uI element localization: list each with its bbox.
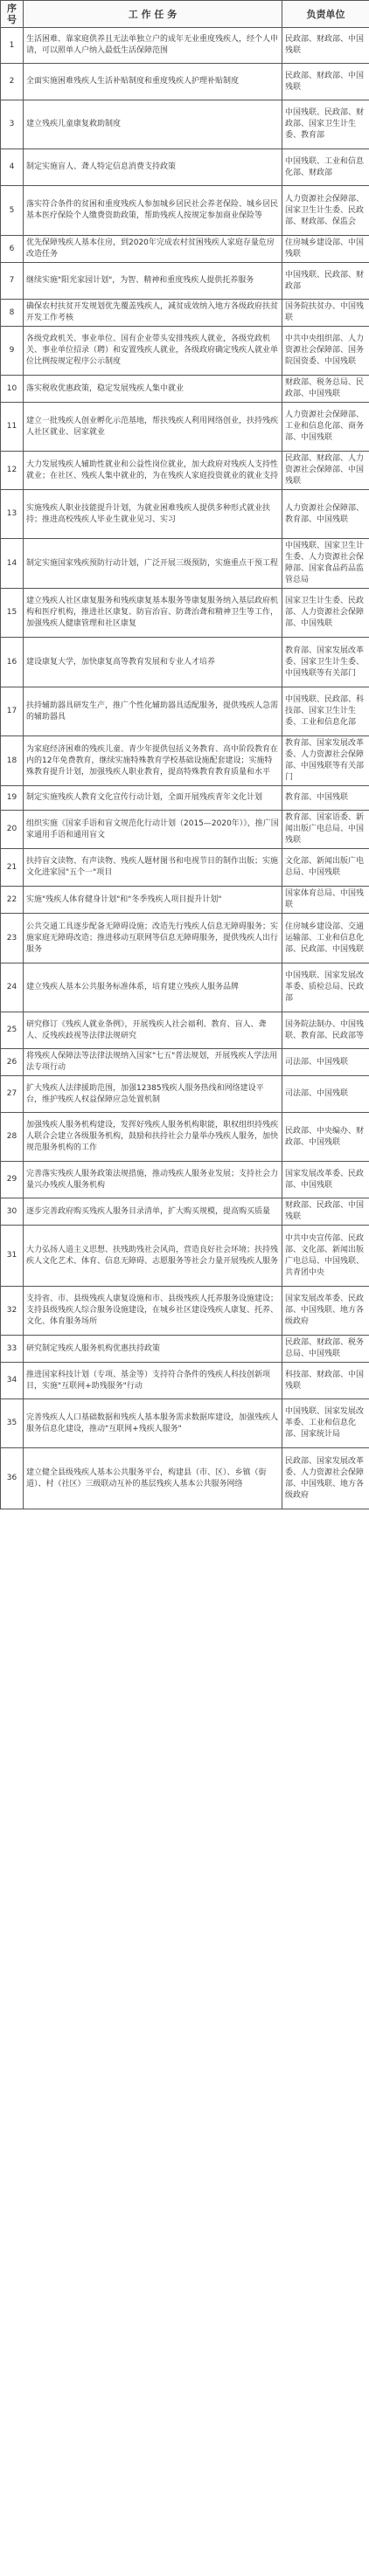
row-number: 3 bbox=[1, 100, 24, 149]
unit-cell: 中共中央宣传部、民政部、文化部、新闻出版广电总局、中国残联、共青团中央 bbox=[282, 1226, 369, 1287]
row-number: 27 bbox=[1, 1076, 24, 1113]
task-cell: 逐步完善政府购买残疾人服务目录清单，扩大购买规模，提高购买质量 bbox=[24, 1198, 282, 1226]
row-number: 32 bbox=[1, 1287, 24, 1336]
table-row bbox=[1, 327, 369, 376]
table-row bbox=[1, 811, 369, 849]
row-number: 34 bbox=[1, 1363, 24, 1399]
task-cell: 优先保障残疾人基本住房，到2020年完成农村贫困残疾人家庭存量危房改造任务 bbox=[24, 236, 282, 263]
task-cell: 加强残疾人服务机构建设，发挥好残疾人服务机构职能，职权组织持残疾人联合会建立各级服务机构，鼓励和扶持社会力量举办残疾人服务，加快规范服务机构的工作 bbox=[24, 1113, 282, 1162]
row-number: 35 bbox=[1, 1399, 24, 1448]
task-cell: 大力发展残疾人辅助性就业和公益性岗位就业，加大政府对残疾人支持性就业；在社区、残疾人集中就业的，为在残疾人家庭投资就业的就业支持 bbox=[24, 452, 282, 490]
row-number: 33 bbox=[1, 1336, 24, 1363]
table-row bbox=[1, 100, 369, 149]
table-row bbox=[1, 1287, 369, 1336]
table-row bbox=[1, 589, 369, 638]
table-header-row bbox=[1, 1, 369, 28]
table-row bbox=[1, 849, 369, 887]
unit-cell: 民政部、中央编办、财政部、中国残联 bbox=[282, 1113, 369, 1162]
task-cell: 继续实施"阳光家园计划"，为智、精神和重度残疾人提供托养服务 bbox=[24, 263, 282, 300]
table-row bbox=[1, 638, 369, 687]
table-row bbox=[1, 403, 369, 452]
unit-cell: 财政部、民政部、中国残联 bbox=[282, 1198, 369, 1226]
task-cell: 完善残疾人人口基础数据和残疾人基本服务需求数据库建设，加强残疾人服务信息化建设，推动"互联网+残疾人服务" bbox=[24, 1399, 282, 1448]
unit-cell: 教育部、国家发展改革委、人力资源社会保障部、中国残联等有关部门 bbox=[282, 736, 369, 786]
task-cell: 全面实施困难残疾人生活补贴制度和重度残疾人护理补贴制度 bbox=[24, 64, 282, 100]
row-number: 20 bbox=[1, 811, 24, 849]
task-cell: 扶持辅助器具研发生产，推广个性化辅助器具适配服务，提供残疾人急需的辅助器具 bbox=[24, 687, 282, 736]
row-number: 10 bbox=[1, 376, 24, 403]
table-row bbox=[1, 1363, 369, 1399]
table-row bbox=[1, 887, 369, 914]
unit-cell: 财政部、税务总局、民政部、中国残联 bbox=[282, 376, 369, 403]
unit-cell: 国家卫生计生委、民政部、人力资源社会保障部、中国残联 bbox=[282, 589, 369, 638]
task-cell: 推进国家科技计划（专项、基金等）支持符合条件的残疾人科技创新项目，实施"互联网+助残服务"行动 bbox=[24, 1363, 282, 1399]
table-row bbox=[1, 28, 369, 64]
unit-cell: 司法部、中国残联 bbox=[282, 1076, 369, 1113]
table-row bbox=[1, 452, 369, 490]
row-number: 28 bbox=[1, 1113, 24, 1162]
task-cell: 组织实施《国家手语和盲文规范化行动计划（2015—2020年）》，推广国家通用手语和通用盲文 bbox=[24, 811, 282, 849]
table-row bbox=[1, 149, 369, 186]
task-cell: 扩大残疾人法律援助范围，加强12385残疾人服务热线和网络建设平台，维护残疾人权益保障应急处置机制 bbox=[24, 1076, 282, 1113]
table-row bbox=[1, 1012, 369, 1049]
row-number: 12 bbox=[1, 452, 24, 490]
unit-cell: 教育部、中国残联 bbox=[282, 786, 369, 811]
task-cell: 制定实施残疾人教育文化宣传行动计划，全面开展残疾青年文化计划 bbox=[24, 786, 282, 811]
task-cell: 建立残疾人基本公共服务标准体系，培育建立残疾人服务品牌 bbox=[24, 963, 282, 1012]
task-cell: 建设康复大学，加快康复高等教育发展和专业人才培养 bbox=[24, 638, 282, 687]
row-number: 23 bbox=[1, 914, 24, 963]
task-cell: 制定实施国家残疾预防行动计划，广泛开展三级预防，实施重点干预工程 bbox=[24, 539, 282, 589]
task-cell: 落实符合条件的贫困和重度残疾人参加城乡居民社会养老保险、城乡居民基本医疗保险个人缴费资助政策，帮助残疾人按规定参加商业保险等 bbox=[24, 186, 282, 236]
task-cell: 各级党政机关、事业单位、国有企业带头安排残疾人就业，各级党政机关、事业单位招录（聘）和安置残疾人就业，各级政府确定残疾人就业单位比例按规定程序公示制度 bbox=[24, 327, 282, 376]
table-row bbox=[1, 687, 369, 736]
table-row bbox=[1, 1336, 369, 1363]
row-number: 2 bbox=[1, 64, 24, 100]
row-number: 1 bbox=[1, 28, 24, 64]
row-number: 36 bbox=[1, 1448, 24, 1509]
table-row bbox=[1, 1198, 369, 1226]
row-number: 29 bbox=[1, 1162, 24, 1198]
row-number: 19 bbox=[1, 786, 24, 811]
unit-cell: 人力资源社会保障部、教育部、中国残联 bbox=[282, 490, 369, 539]
table-row bbox=[1, 300, 369, 327]
task-cell: 生活困难、靠家庭供养且无法单独立户的成年无业重度残疾人，经个人申请，可以照单人户纳入最低生活保障范围 bbox=[24, 28, 282, 64]
table-row bbox=[1, 786, 369, 811]
unit-cell: 国家体育总局、中国残联 bbox=[282, 887, 369, 914]
header-unit: 负责单位 bbox=[282, 1, 369, 28]
unit-cell: 人力资源社会保障部、国家卫生计生委、民政部、财政部、保监会 bbox=[282, 186, 369, 236]
unit-cell: 民政部、财政部、中国残联 bbox=[282, 28, 369, 64]
table-row bbox=[1, 914, 369, 963]
task-cell: 落实税收优惠政策，稳定发展残疾人集中就业 bbox=[24, 376, 282, 403]
unit-cell: 中共中央组织部、人力资源社会保障部、国务院国资委、中国残联 bbox=[282, 327, 369, 376]
row-number: 14 bbox=[1, 539, 24, 589]
unit-cell: 教育部、国家发展改革委、国家卫生计生委、中国残联等有关部门 bbox=[282, 638, 369, 687]
task-cell: 公共交通工具逐步配备无障碍设施；改造先行残疾人信息无障碍服务；实施家庭无障碍改造；推进移动互联网等信息无障碍服务，提供残疾人出行服务 bbox=[24, 914, 282, 963]
table-row bbox=[1, 1076, 369, 1113]
row-number: 13 bbox=[1, 490, 24, 539]
task-cell: 大力弘扬人道主义思想、扶残助残社会风尚，营造良好社会环境；扶持残疾人文化艺术、体育、信息无障碍、志愿服务等社会力量开展残疾人服务 bbox=[24, 1226, 282, 1287]
unit-cell: 教育部、国家语委、新闻出版广电总局、中国残联 bbox=[282, 811, 369, 849]
table-row bbox=[1, 64, 369, 100]
unit-cell: 中国残联、民政部、财政部 bbox=[282, 263, 369, 300]
unit-cell: 民政部、财政部、人力资源社会保障部、中国残联 bbox=[282, 452, 369, 490]
unit-cell: 中国残联、工业和信息化部、财政部 bbox=[282, 149, 369, 186]
row-number: 4 bbox=[1, 149, 24, 186]
row-number: 15 bbox=[1, 589, 24, 638]
unit-cell: 文化部、新闻出版广电总局、中国残联 bbox=[282, 849, 369, 887]
row-number: 11 bbox=[1, 403, 24, 452]
row-number: 25 bbox=[1, 1012, 24, 1049]
row-number: 6 bbox=[1, 236, 24, 263]
unit-cell: 中国残联、民政部、财政部、国家卫生计生委、教育部 bbox=[282, 100, 369, 149]
table-row bbox=[1, 1448, 369, 1509]
task-cell: 将残疾人保障法等法律法规纳入国家"七五"普法规划，开展残疾人学法用法专项行动 bbox=[24, 1049, 282, 1076]
row-number: 7 bbox=[1, 263, 24, 300]
task-cell: 建立一批残疾人创业孵化示范基地，帮扶残疾人利用网络创业，扶持残疾人社区就业、居家就业 bbox=[24, 403, 282, 452]
unit-cell: 国家发展改革委、民政部、中国残联、地方各级政府 bbox=[282, 1287, 369, 1336]
task-cell: 建立残疾人社区康复服务和残疾康复基本服务等康复服务纳入基层政府机构和医疗机构，推进社区康复、防盲治盲、防聋治聋和精神卫生等工作，加强残疾人健康管理和社区康复 bbox=[24, 589, 282, 638]
task-cell: 研究制定残疾人服务机构优惠扶持政策 bbox=[24, 1336, 282, 1363]
task-cell: 支持省、市、县级残疾人康复设施和市、县级残疾人托养服务设施建设；支持县级残疾人综合服务设施建设，在城乡社区建设残疾人康复、托养、文化、体育服务场所 bbox=[24, 1287, 282, 1336]
unit-cell: 民政部、财政部、中国残联 bbox=[282, 64, 369, 100]
task-cell: 实施残疾人职业技能提升计划，为就业困难残疾人提供多种形式就业扶持；推进高校残疾人毕业生就业见习、实习 bbox=[24, 490, 282, 539]
row-number: 17 bbox=[1, 687, 24, 736]
task-cell: 研究修订《残疾人就业条例》，开展残疾人社会福利、教育、盲人、聋人、反残疾歧视等法律法规研究 bbox=[24, 1012, 282, 1049]
row-number: 30 bbox=[1, 1198, 24, 1226]
table-row bbox=[1, 490, 369, 539]
unit-cell: 国务院扶贫办、中国残联 bbox=[282, 300, 369, 327]
unit-cell: 国务院法制办、中国残联、教育部、民政部等 bbox=[282, 1012, 369, 1049]
unit-cell: 民政部、财政部、税务总局、中国残联 bbox=[282, 1336, 369, 1363]
unit-cell: 中国残联、国家发展改革委、质检总局、民政部 bbox=[282, 963, 369, 1012]
table-row bbox=[1, 1113, 369, 1162]
row-number: 5 bbox=[1, 186, 24, 236]
task-cell: 为家庭经济困难的残疾儿童、青少年提供包括义务教育、高中阶段教育在内的12年免费教育，继续实施特殊教育学校基础设施配套建设；实施特殊教育提升计划，加强残疾人职业教育，提高特殊教育教育质量和水平 bbox=[24, 736, 282, 786]
row-number: 21 bbox=[1, 849, 24, 887]
table-row bbox=[1, 186, 369, 236]
row-number: 24 bbox=[1, 963, 24, 1012]
table-row bbox=[1, 963, 369, 1012]
task-cell: 实施"残疾人体育健身计划"和"冬季残疾人项目提升计划" bbox=[24, 887, 282, 914]
task-cell: 扶持盲文读物、有声读物、残疾人题材图书和电视节目的制作出版；实施文化进家园"五个一"项目 bbox=[24, 849, 282, 887]
table-row bbox=[1, 1399, 369, 1448]
task-cell: 完善落实残疾人服务政策法规措施，推动残疾人服务业发展；支持社会力量兴办残疾人服务机构 bbox=[24, 1162, 282, 1198]
table-row bbox=[1, 539, 369, 589]
unit-cell: 国家发展改革委、民政部、中国残联 bbox=[282, 1162, 369, 1198]
unit-cell: 科技部、财政部、中国残联 bbox=[282, 1363, 369, 1399]
unit-cell: 住房城乡建设部、交通运输部、工业和信息化部、民政部、中国残联 bbox=[282, 914, 369, 963]
table-row bbox=[1, 1162, 369, 1198]
header-no: 序号 bbox=[1, 1, 24, 28]
unit-cell: 中国残联、民政部、科技部、国家卫生计生委、工业和信息化部 bbox=[282, 687, 369, 736]
unit-cell: 人力资源社会保障部、工业和信息化部、商务部、中国残联 bbox=[282, 403, 369, 452]
table-row bbox=[1, 1226, 369, 1287]
task-cell: 确保农村扶贫开发规划优先覆盖残疾人，减贫成效纳入地方各级政府扶贫开发工作考核 bbox=[24, 300, 282, 327]
row-number: 22 bbox=[1, 887, 24, 914]
task-cell: 建立健全县级残疾人基本公共服务平台，构建县（市、区）、乡镇（街道）、村（社区）三级联动互补的基层残疾人基本公共服务网络 bbox=[24, 1448, 282, 1509]
table-row bbox=[1, 236, 369, 263]
row-number: 26 bbox=[1, 1049, 24, 1076]
header-task: 工 作 任 务 bbox=[24, 1, 282, 28]
row-number: 8 bbox=[1, 300, 24, 327]
row-number: 31 bbox=[1, 1226, 24, 1287]
task-cell: 建立残疾儿童康复救助制度 bbox=[24, 100, 282, 149]
row-number: 16 bbox=[1, 638, 24, 687]
table-row bbox=[1, 376, 369, 403]
unit-cell: 中国残联、国家发展改革委、工业和信息化部、国家统计局 bbox=[282, 1399, 369, 1448]
task-cell: 制定实施盲人、聋人特定信息消费支持政策 bbox=[24, 149, 282, 186]
unit-cell: 住房城乡建设部、中国残联 bbox=[282, 236, 369, 263]
table-body bbox=[1, 28, 369, 1509]
unit-cell: 民政部、国家发展改革委、人力资源社会保障部、中国残联、地方各级政府 bbox=[282, 1448, 369, 1509]
row-number: 9 bbox=[1, 327, 24, 376]
row-number: 18 bbox=[1, 736, 24, 786]
unit-cell: 司法部、中国残联 bbox=[282, 1049, 369, 1076]
table-row bbox=[1, 263, 369, 300]
table-row bbox=[1, 736, 369, 786]
table-row bbox=[1, 1049, 369, 1076]
unit-cell: 中国残联、国家卫生计生委、人力资源社会保障部、国家食品药品监管总局 bbox=[282, 539, 369, 589]
